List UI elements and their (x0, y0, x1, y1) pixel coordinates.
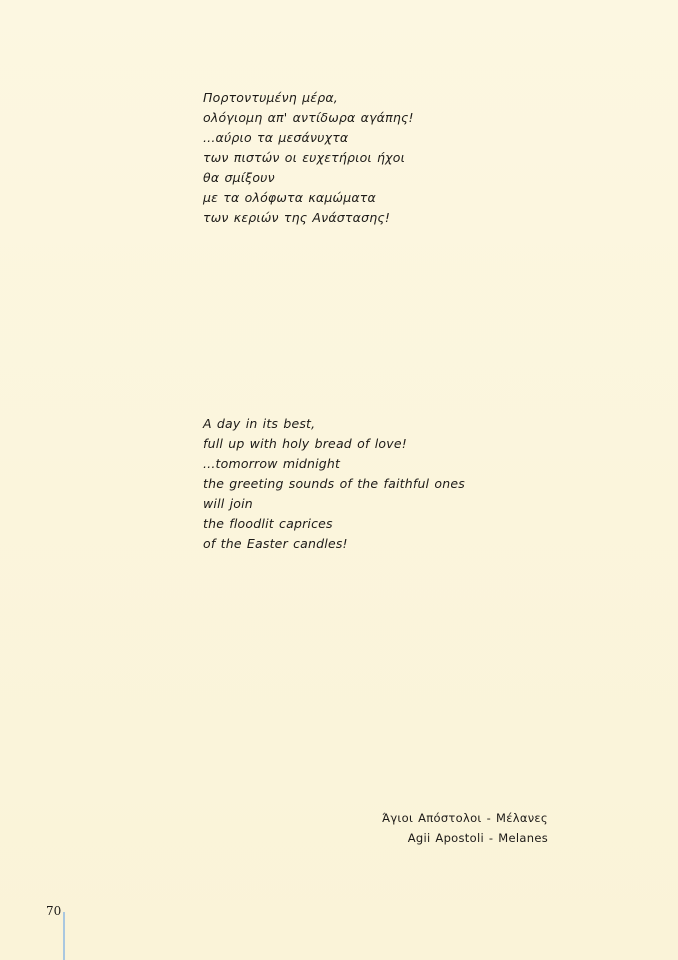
greek-poem (203, 88, 414, 228)
greek-poem-line: ολόγιομη απ' αντίδωρα αγάπης! (203, 110, 414, 125)
english-poem-line: full up with holy bread of love! (203, 436, 407, 451)
greek-poem-line: των πιστών οι ευχετήριοι ήχοι (203, 150, 406, 165)
greek-poem-line: με τα ολόφωτα καμώματα (203, 190, 376, 205)
page-edge-mark (63, 912, 65, 960)
english-poem-line: the greeting sounds of the faithful ones (203, 476, 465, 491)
english-poem-line: will join (203, 496, 253, 511)
location-english: Agii Apostoli - Melanes (407, 831, 548, 845)
greek-poem-line: θα σμίξουν (203, 170, 275, 185)
location-caption (382, 808, 548, 848)
greek-poem-line: Πορτοντυμένη μέρα, (203, 90, 338, 105)
english-poem (203, 414, 465, 554)
english-poem-line: ...tomorrow midnight (203, 456, 341, 471)
english-poem-line: A day in its best, (203, 416, 316, 431)
english-poem-line: of the Easter candles! (203, 536, 348, 551)
greek-poem-line: ...αύριο τα μεσάνυχτα (203, 130, 349, 145)
page-number: 70 (46, 904, 62, 918)
english-poem-line: the floodlit caprices (203, 516, 333, 531)
location-greek: Άγιοι Απόστολοι - Μέλανες (382, 811, 548, 825)
greek-poem-line: των κεριών της Ανάστασης! (203, 210, 391, 225)
